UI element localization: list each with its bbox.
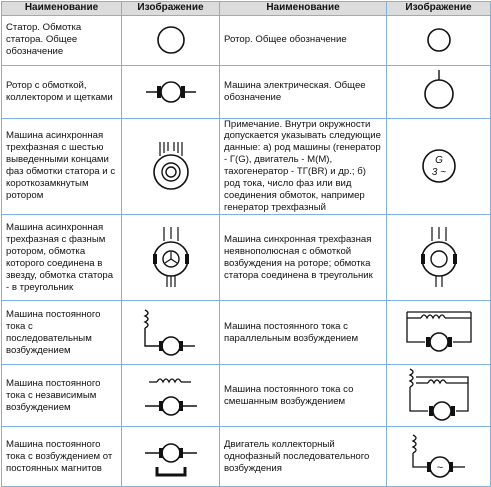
row-image-left — [122, 215, 220, 301]
row-name-right: Примечание. Внутри окружности допускается указывать следующие данные: а) род машины (генератор - Г(G), двигатель - М(М), тахогенератор - ТГ(BR) и др.; б) род тока, число фаз или вид соединения обмоток, например генератор трехфазный — [220, 118, 387, 215]
row-name-left: Машина асинхронная трехфазная с шестью выведенными концами фаз обмотки статора и с короткозамкнутым ротором — [2, 118, 122, 215]
row-name-left: Машина асинхронная трехфазная с фазным ротором, обмотка которого соединена в звезду, обмотка статора - в треугольник — [2, 215, 122, 301]
row-name-left: Статор. Обмотка статора. Общее обозначение — [2, 15, 122, 65]
dc-permanent-magnet-icon — [141, 431, 201, 483]
row-name-left: Ротор с обмоткой, коллектором и щетками — [2, 65, 122, 118]
header-name-left: Наименование — [2, 2, 122, 16]
row-name-left: Машина постоянного тока с возбуждением от постоянных магнитов — [2, 427, 122, 487]
machine-general-icon — [419, 68, 459, 116]
table-row — [2, 65, 491, 118]
table-row — [2, 118, 491, 215]
dc-series-icon — [139, 306, 203, 360]
row-name-right: Двигатель коллекторный однофазный последовательного возбуждения — [220, 427, 387, 487]
row-image-left — [122, 427, 220, 487]
table-row — [2, 427, 491, 487]
sync-machine-icon — [414, 225, 464, 291]
table-row — [2, 215, 491, 301]
table-row — [2, 15, 491, 65]
row-name-right: Машина электрическая. Общее обозначение — [220, 65, 387, 118]
symbols-table — [1, 1, 491, 487]
row-name-left: Машина постоянного тока с независимым возбуждением — [2, 365, 122, 427]
row-image-right — [387, 215, 491, 301]
row-image-right — [387, 65, 491, 118]
header-image-right: Изображение — [387, 2, 491, 16]
generator-g3-icon — [417, 144, 461, 188]
dc-compound-icon — [404, 367, 474, 425]
row-image-left — [122, 365, 220, 427]
row-image-right — [387, 118, 491, 215]
row-name-right: Машина синхронная трехфазная неявнополюсная с обмоткой возбуждения на роторе; обмотка статора соединена в треугольник — [220, 215, 387, 301]
row-image-right — [387, 427, 491, 487]
generator-label-bottom: 3 ~ — [431, 167, 446, 179]
dc-shunt-icon — [401, 306, 477, 360]
header-name-right: Наименование — [220, 2, 387, 16]
row-image-left — [122, 15, 220, 65]
table-row — [2, 365, 491, 427]
row-image-right — [387, 15, 491, 65]
circle-icon — [151, 20, 191, 60]
table-header-row — [2, 2, 491, 16]
header-image-left: Изображение — [122, 2, 220, 16]
generator-label-top: G — [434, 155, 443, 167]
circle-icon — [419, 20, 459, 60]
row-image-right — [387, 301, 491, 365]
row-name-right: Машина постоянного тока с параллельным возбуждением — [220, 301, 387, 365]
ac-commutator-motor-icon — [407, 431, 471, 483]
row-name-right: Ротор. Общее обозначение — [220, 15, 387, 65]
table-row — [2, 301, 491, 365]
async-squirrel-cage-icon — [146, 138, 196, 194]
dc-separate-icon — [139, 370, 203, 422]
row-name-right: Машина постоянного тока со смешанным возбуждением — [220, 365, 387, 427]
row-image-left — [122, 65, 220, 118]
ac-label: ~ — [436, 461, 443, 474]
row-name-left: Машина постоянного тока с последовательным возбуждением — [2, 301, 122, 365]
async-wound-rotor-icon — [146, 225, 196, 291]
row-image-left — [122, 301, 220, 365]
row-image-left — [122, 118, 220, 215]
row-image-right — [387, 365, 491, 427]
rotor-brushes-icon — [141, 72, 201, 112]
